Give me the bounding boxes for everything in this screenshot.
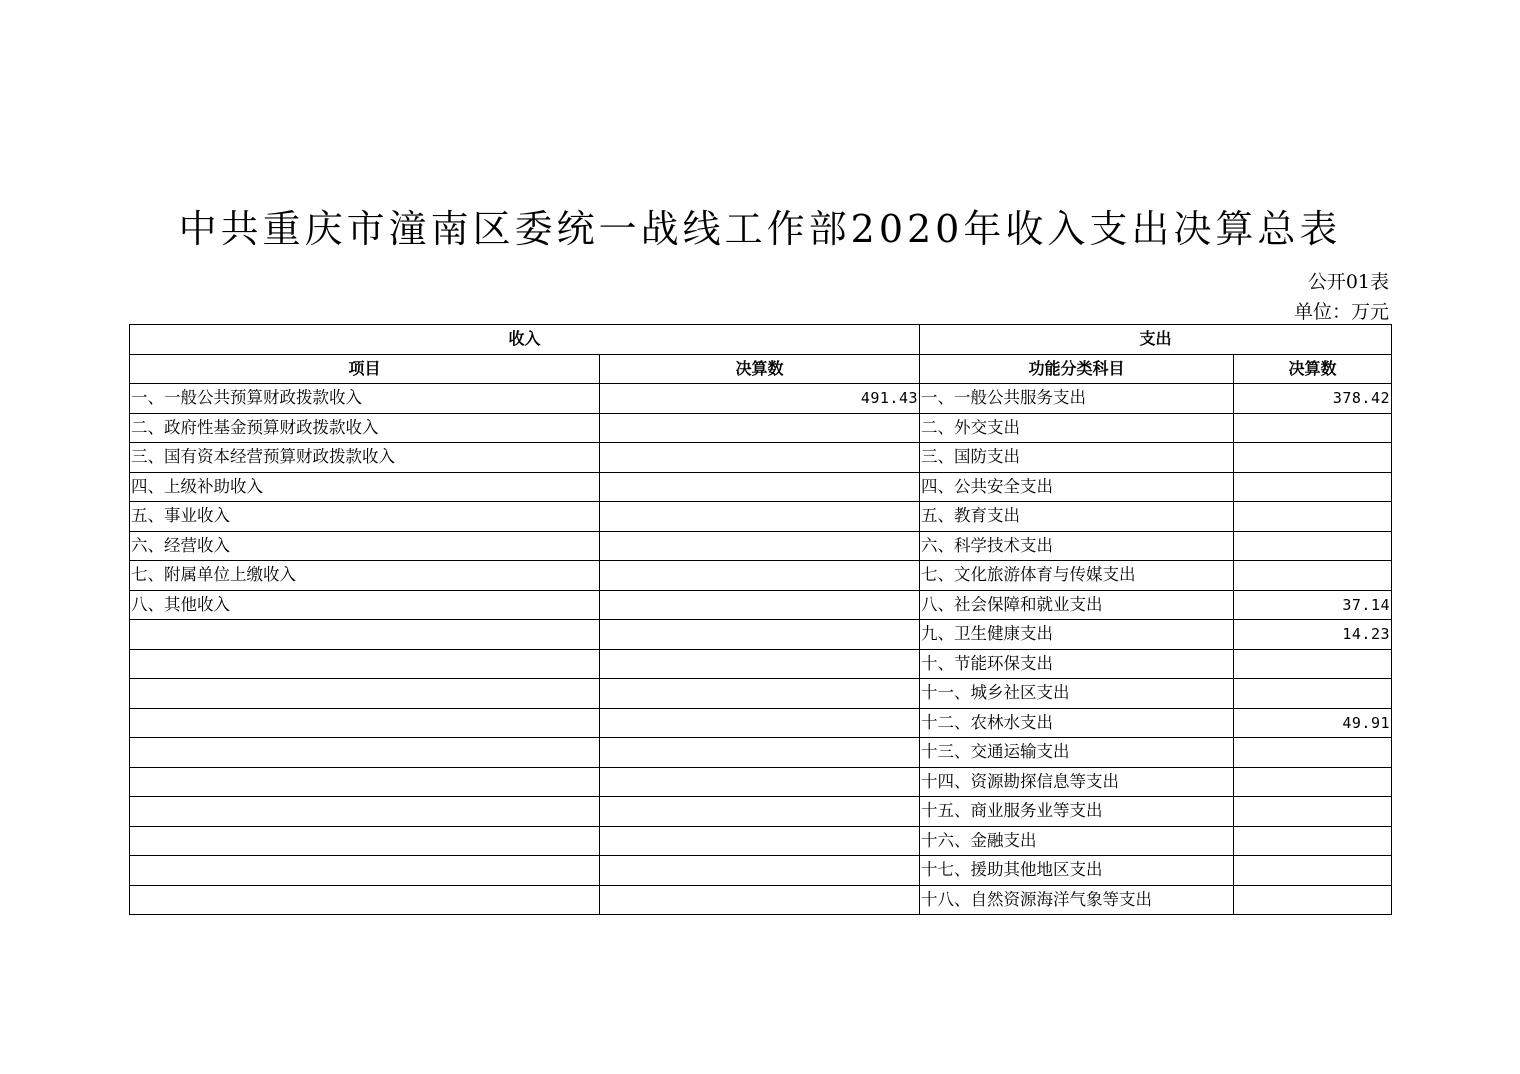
income-item-cell bbox=[130, 885, 600, 915]
income-item-cell: 二、政府性基金预算财政拨款收入 bbox=[130, 413, 600, 443]
income-item-cell bbox=[130, 797, 600, 827]
expense-amount-cell: 378.42 bbox=[1234, 384, 1392, 414]
expense-item-cell: 二、外交支出 bbox=[920, 413, 1234, 443]
income-item-cell bbox=[130, 767, 600, 797]
expense-item-cell: 三、国防支出 bbox=[920, 443, 1234, 473]
table-row bbox=[130, 885, 1392, 915]
table-row bbox=[130, 620, 1392, 650]
table-row bbox=[130, 531, 1392, 561]
income-amount-cell bbox=[600, 590, 920, 620]
expense-amount-cell bbox=[1234, 797, 1392, 827]
expense-amount-cell bbox=[1234, 561, 1392, 591]
unit-label: 单位：万元 bbox=[1293, 301, 1389, 323]
income-item-cell bbox=[130, 708, 600, 738]
expense-amount-column-header: 决算数 bbox=[1234, 354, 1392, 384]
expense-section-header: 支出 bbox=[920, 325, 1392, 355]
expense-amount-cell bbox=[1234, 738, 1392, 768]
income-item-cell: 五、事业收入 bbox=[130, 502, 600, 532]
income-item-cell: 六、经营收入 bbox=[130, 531, 600, 561]
expense-amount-cell bbox=[1234, 826, 1392, 856]
expense-amount-cell bbox=[1234, 885, 1392, 915]
income-amount-cell: 491.43 bbox=[600, 384, 920, 414]
expense-amount-cell bbox=[1234, 502, 1392, 532]
expense-amount-cell: 37.14 bbox=[1234, 590, 1392, 620]
income-amount-cell bbox=[600, 472, 920, 502]
income-amount-cell bbox=[600, 797, 920, 827]
expense-item-cell: 十、节能环保支出 bbox=[920, 649, 1234, 679]
table-row bbox=[130, 738, 1392, 768]
expense-amount-cell bbox=[1234, 856, 1392, 886]
income-section-header: 收入 bbox=[130, 325, 920, 355]
income-item-cell bbox=[130, 679, 600, 709]
income-item-cell bbox=[130, 856, 600, 886]
table-row bbox=[130, 797, 1392, 827]
table-code: 公开01表 bbox=[1307, 271, 1389, 293]
table-row bbox=[130, 384, 1392, 414]
income-amount-cell bbox=[600, 443, 920, 473]
table-row bbox=[130, 413, 1392, 443]
income-amount-cell bbox=[600, 826, 920, 856]
income-item-cell bbox=[130, 620, 600, 650]
expense-amount-cell: 14.23 bbox=[1234, 620, 1392, 650]
expense-item-cell: 十六、金融支出 bbox=[920, 826, 1234, 856]
expense-item-cell: 八、社会保障和就业支出 bbox=[920, 590, 1234, 620]
expense-amount-cell bbox=[1234, 472, 1392, 502]
expense-item-cell: 十三、交通运输支出 bbox=[920, 738, 1234, 768]
expense-item-cell: 十四、资源勘探信息等支出 bbox=[920, 767, 1234, 797]
table-body bbox=[130, 384, 1392, 915]
table-row bbox=[130, 561, 1392, 591]
income-amount-cell bbox=[600, 649, 920, 679]
income-amount-column-header: 决算数 bbox=[600, 354, 920, 384]
table-row bbox=[130, 708, 1392, 738]
expense-item-cell: 十七、援助其他地区支出 bbox=[920, 856, 1234, 886]
expense-item-cell: 一、一般公共服务支出 bbox=[920, 384, 1234, 414]
income-amount-cell bbox=[600, 531, 920, 561]
income-item-cell bbox=[130, 649, 600, 679]
table-row bbox=[130, 856, 1392, 886]
expense-amount-cell bbox=[1234, 531, 1392, 561]
income-amount-cell bbox=[600, 885, 920, 915]
table-row bbox=[130, 826, 1392, 856]
income-amount-cell bbox=[600, 708, 920, 738]
budget-table bbox=[129, 324, 1392, 915]
expense-item-cell: 十二、农林水支出 bbox=[920, 708, 1234, 738]
table-row bbox=[130, 679, 1392, 709]
table-row bbox=[130, 502, 1392, 532]
income-item-cell: 八、其他收入 bbox=[130, 590, 600, 620]
income-amount-cell bbox=[600, 767, 920, 797]
income-amount-cell bbox=[600, 679, 920, 709]
income-item-cell bbox=[130, 738, 600, 768]
income-amount-cell bbox=[600, 413, 920, 443]
expense-item-cell: 四、公共安全支出 bbox=[920, 472, 1234, 502]
table-row bbox=[130, 472, 1392, 502]
expense-amount-cell bbox=[1234, 679, 1392, 709]
expense-item-cell: 五、教育支出 bbox=[920, 502, 1234, 532]
expense-amount-cell bbox=[1234, 443, 1392, 473]
income-item-cell: 三、国有资本经营预算财政拨款收入 bbox=[130, 443, 600, 473]
expense-item-cell: 七、文化旅游体育与传媒支出 bbox=[920, 561, 1234, 591]
page-title: 中共重庆市潼南区委统一战线工作部2020年收入支出决算总表 bbox=[178, 207, 1342, 251]
income-amount-cell bbox=[600, 738, 920, 768]
column-header-row bbox=[130, 354, 1392, 384]
expense-item-cell: 十一、城乡社区支出 bbox=[920, 679, 1234, 709]
expense-amount-cell: 49.91 bbox=[1234, 708, 1392, 738]
income-amount-cell bbox=[600, 561, 920, 591]
income-item-cell bbox=[130, 826, 600, 856]
table-row bbox=[130, 767, 1392, 797]
income-amount-cell bbox=[600, 856, 920, 886]
expense-amount-cell bbox=[1234, 413, 1392, 443]
table-row bbox=[130, 443, 1392, 473]
income-amount-cell bbox=[600, 502, 920, 532]
section-header-row bbox=[130, 325, 1392, 355]
function-category-column-header: 功能分类科目 bbox=[920, 354, 1234, 384]
expense-item-cell: 六、科学技术支出 bbox=[920, 531, 1234, 561]
income-amount-cell bbox=[600, 620, 920, 650]
expense-item-cell: 十五、商业服务业等支出 bbox=[920, 797, 1234, 827]
table-row bbox=[130, 649, 1392, 679]
expense-item-cell: 十八、自然资源海洋气象等支出 bbox=[920, 885, 1234, 915]
income-item-cell: 一、一般公共预算财政拨款收入 bbox=[130, 384, 600, 414]
income-item-cell: 七、附属单位上缴收入 bbox=[130, 561, 600, 591]
income-item-cell: 四、上级补助收入 bbox=[130, 472, 600, 502]
item-column-header: 项目 bbox=[130, 354, 600, 384]
expense-item-cell: 九、卫生健康支出 bbox=[920, 620, 1234, 650]
table-row bbox=[130, 590, 1392, 620]
expense-amount-cell bbox=[1234, 767, 1392, 797]
expense-amount-cell bbox=[1234, 649, 1392, 679]
